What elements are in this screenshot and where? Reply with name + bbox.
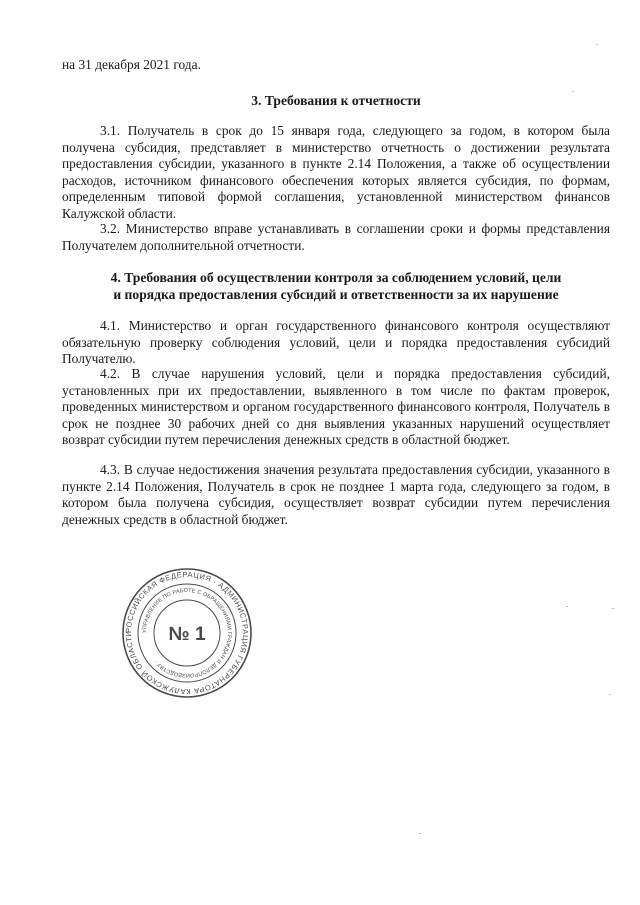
stamp-number: № 1: [168, 624, 206, 645]
official-stamp: [121, 567, 253, 699]
intro-line: на 31 декабря 2021 года.: [62, 57, 201, 72]
stamp-outer-text: РОССИЙСКАЯ ФЕДЕРАЦИЯ · АДМИНИСТРАЦИЯ ГУБЕРНАТОРА КАЛУЖСКОЙ ОБЛАСТИ: [123, 569, 251, 697]
paragraph-4-3: 4.3. В случае недостижения значения результата предоставления субсидии, указанного в пункте 2.14 Положения, Получатель в срок не позднее 1 марта года, следующего за годом, в котором была получена субсидия, осуществляет возврат субсидии путем перечисления денежных средств в областной бюджет.: [62, 462, 610, 527]
paragraph-3-1: 3.1. Получатель в срок до 15 января года, следующего за годом, в котором была получена субсидия, представляет в министерство отчетность о достижении результата предоставления субсидии, указанного в пункте 2.14 Положения, а также об осуществлении расходов, источником финансового обеспечения которых является субсидия, по формам, определенным типовой формой соглашения, установленной министерством финансов Калужской области.: [62, 123, 610, 221]
section-4-title: [62, 269, 610, 303]
paragraph-4-1: 4.1. Министерство и орган государственного финансового контроля осуществляют обязательную проверку соблюдения условий, цели и порядка предоставления субсидий Получателю.: [62, 318, 610, 367]
section-4-title-line-2: и порядка предоставления субсидий и ответственности за их нарушение: [113, 287, 559, 302]
stamp-inner-text: УПРАВЛЕНИЕ ПО РАБОТЕ С ОБРАЩЕНИЯМИ ГРАЖДАН И ДЕЛОПРОИЗВОДСТВУ ·: [141, 587, 233, 679]
section-3-title: 3. Требования к отчетности: [251, 93, 421, 108]
paragraph-3-2: 3.2. Министерство вправе устанавливать в соглашении сроки и формы представления Получателем дополнительной отчетности.: [62, 221, 610, 253]
paragraph-4-2: 4.2. В случае нарушения условий, цели и порядка предоставления субсидий, установленных при их предоставлении, выявленного в том числе по фактам проверок, проведенных министерством и органом государственного финансового контроля, Получатель в срок не позднее 30 рабочих дней со дня выявления указанных нарушений осуществляет возврат субсидии путем перечисления денежных средств в областной бюджет.: [62, 366, 610, 448]
section-4-title-line-1: 4. Требования об осуществлении контроля за соблюдением условий, цели: [110, 270, 562, 285]
